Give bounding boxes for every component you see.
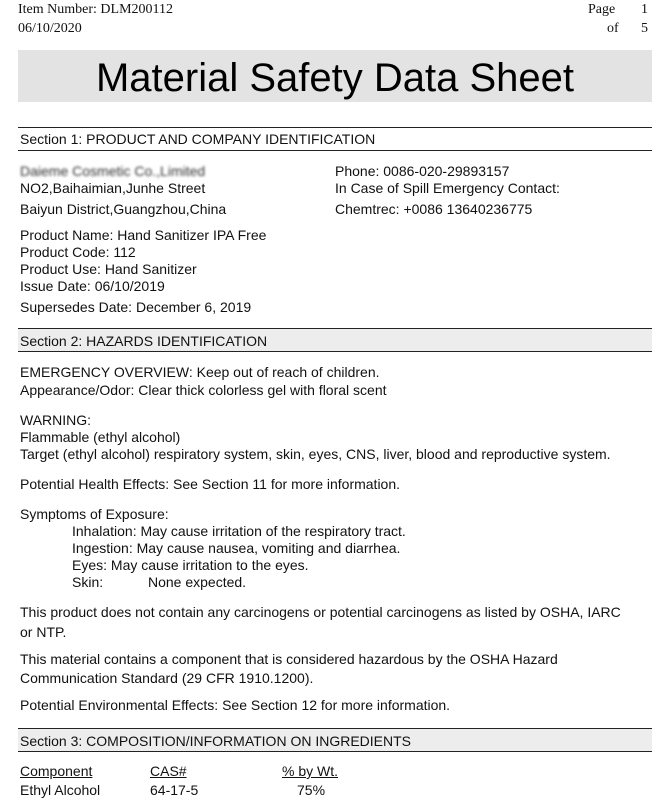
page-number: 1 <box>641 2 648 17</box>
symptom-skin-label: Skin: <box>72 574 104 590</box>
symptom-ingestion: Ingestion: May cause nausea, vomiting and diarrhea. <box>72 540 401 556</box>
column-header-cas: CAS# <box>150 763 187 779</box>
warning-label: WARNING: <box>20 412 92 428</box>
column-header-component: Component <box>20 763 93 779</box>
company-address-line1: NO2,Baihaimian,Junhe Street <box>20 180 206 196</box>
product-use: Product Use: Hand Sanitizer <box>20 261 197 277</box>
environmental-effects: Potential Environmental Effects: See Section 12 for more information. <box>20 697 451 713</box>
osha-hazard-line2: Communication Standard (29 CFR 1910.1200). <box>20 670 314 686</box>
item-number: Item Number: DLM200112 <box>18 2 174 17</box>
osha-hazard-line1: This material contains a component that is considered hazardous by the OSHA Hazard <box>20 651 558 667</box>
section1-bottom-rule <box>18 150 652 151</box>
company-address-line2: Baiyun District,Guangzhou,China <box>20 201 227 217</box>
column-header-percent: % by Wt. <box>282 763 339 779</box>
appearance-odor: Appearance/Odor: Clear thick colorless gel with floral scent <box>20 382 387 398</box>
issue-date: Issue Date: 06/10/2019 <box>20 278 165 294</box>
page-title: Material Safety Data Sheet <box>95 56 575 100</box>
carcinogen-statement-line1: This product does not contain any carcinogens or potential carcinogens as listed by OSHA, IARC <box>20 604 621 620</box>
potential-health-effects: Potential Health Effects: See Section 11 for more information. <box>20 476 401 492</box>
table-row-percent: 75% <box>297 782 326 798</box>
of-label: of <box>607 21 619 36</box>
section3-heading: Section 3: COMPOSITION/INFORMATION ON INGREDIENTS <box>20 733 412 749</box>
carcinogen-statement-line2: or NTP. <box>20 624 67 640</box>
emergency-overview: EMERGENCY OVERVIEW: Keep out of reach of children. <box>20 364 380 380</box>
symptom-inhalation: Inhalation: May cause irritation of the respiratory tract. <box>72 523 406 539</box>
page-total: 5 <box>641 21 648 36</box>
supersedes-date: Supersedes Date: December 6, 2019 <box>20 299 252 315</box>
flammable-note: Flammable (ethyl alcohol) <box>20 429 181 445</box>
product-name: Product Name: Hand Sanitizer IPA Free <box>20 227 267 243</box>
spill-contact-label: In Case of Spill Emergency Contact: <box>335 180 560 196</box>
company-name: Daieme Cosmetic Co.,Limited <box>20 163 206 179</box>
table-row-component: Ethyl Alcohol <box>20 782 101 798</box>
section1-top-rule <box>18 127 652 128</box>
chemtrec-contact: Chemtrec: +0086 13640236775 <box>335 201 533 217</box>
document-date: 06/10/2020 <box>18 21 82 36</box>
symptoms-heading: Symptoms of Exposure: <box>20 506 169 522</box>
target-organs: Target (ethyl alcohol) respiratory system, skin, eyes, CNS, liver, blood and reproductive system. <box>20 446 611 462</box>
section2-heading: Section 2: HAZARDS IDENTIFICATION <box>20 333 268 349</box>
product-code: Product Code: 112 <box>20 244 136 260</box>
company-phone: Phone: 0086-020-29893157 <box>335 163 510 179</box>
symptom-skin-value: None expected. <box>148 574 247 590</box>
symptom-eyes: Eyes: May cause irritation to the eyes. <box>72 557 309 573</box>
table-row-cas: 64-17-5 <box>150 782 199 798</box>
page-label: Page <box>588 2 616 17</box>
section1-heading: Section 1: PRODUCT AND COMPANY IDENTIFICATION <box>20 131 376 147</box>
